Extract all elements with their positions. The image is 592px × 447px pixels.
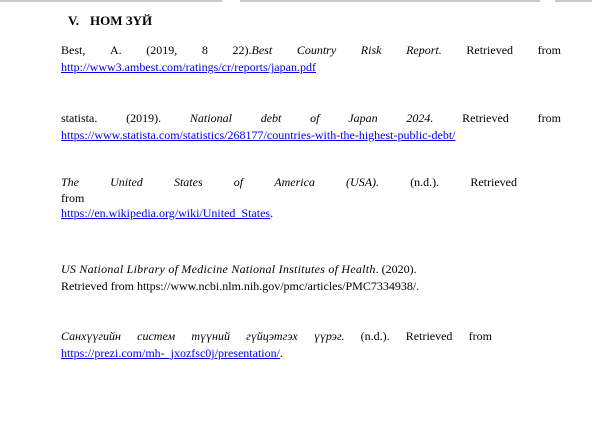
- reference-line: [61, 261, 561, 278]
- title-word: States: [173, 175, 203, 189]
- reference-link[interactable]: http://www3.ambest.com/ratings/cr/reports/japan.pdf: [61, 60, 316, 74]
- title-word: United: [110, 175, 143, 189]
- reference-line: [61, 110, 561, 127]
- top-border-segment: [555, 0, 592, 2]
- title-word: Risk: [360, 43, 382, 57]
- title-word: гүйцэтгэх: [246, 329, 298, 343]
- retrieved-text: Retrieved: [405, 329, 453, 343]
- title-word: үүрэг.: [313, 329, 345, 343]
- section-title: НОМ ЗҮЙ: [90, 13, 153, 28]
- top-border-segment: [240, 0, 540, 2]
- retrieved-text: Retrieved: [470, 175, 517, 189]
- reference-link[interactable]: https://prezi.com/mh-_jxozfsc0j/presentation/: [61, 346, 280, 360]
- from-text: from: [61, 191, 85, 205]
- reference-item: [61, 328, 561, 362]
- author: statista.: [61, 111, 98, 125]
- title-word: debt: [260, 111, 282, 125]
- date-title: 22).Best: [232, 43, 273, 57]
- author: Best,: [61, 43, 86, 57]
- author-initial: A.: [109, 43, 122, 57]
- title-word: America: [274, 175, 315, 189]
- reference-item: [61, 261, 561, 295]
- date: (2019,: [146, 43, 178, 57]
- title-word: of: [310, 111, 320, 125]
- retrieved-text: Retrieved: [462, 111, 509, 125]
- reference-link[interactable]: https://en.wikipedia.org/wiki/United_States: [61, 206, 271, 220]
- reference-line: [61, 345, 561, 362]
- top-border-segment: [0, 0, 222, 2]
- link-trailing-period: .: [279, 346, 283, 360]
- title-word: Report.: [406, 43, 442, 57]
- title-word: 2024.: [406, 111, 434, 125]
- reference-item: [61, 42, 561, 76]
- reference-line: [61, 328, 492, 345]
- reference-title: US National Library of Medicine National Institutes of Health: [61, 262, 376, 276]
- reference-line: [61, 191, 561, 205]
- reference-line: [61, 174, 517, 191]
- reference-line: [61, 59, 561, 76]
- reference-line: [61, 127, 561, 144]
- reference-line: [61, 42, 561, 59]
- from-text: from: [468, 329, 492, 343]
- reference-line: [61, 278, 561, 295]
- section-number: V.: [68, 13, 79, 28]
- reference-line: [61, 205, 561, 222]
- date: 8: [201, 43, 208, 57]
- reference-link[interactable]: https://www.statista.com/statistics/268177/countries-with-the-highest-public-debt/: [61, 128, 456, 142]
- top-border: [0, 0, 592, 3]
- reference-item: [61, 174, 561, 222]
- title-word: of: [233, 175, 244, 189]
- reference-date: . (2020).: [375, 262, 417, 276]
- date: (n.d.).: [410, 175, 440, 189]
- reference-retrieval: Retrieved from https://www.ncbi.nlm.nih.gov/pmc/articles/PMC7334938/.: [61, 279, 420, 293]
- from-text: from: [537, 43, 561, 57]
- title-word: National: [189, 111, 232, 125]
- date: (2019).: [126, 111, 162, 125]
- link-trailing-period: .: [270, 206, 274, 220]
- title-word: (USA).: [346, 175, 380, 189]
- title-word: Санхүүгийн: [61, 329, 121, 343]
- section-heading: [68, 13, 152, 29]
- title-word: Country: [296, 43, 337, 57]
- date: (n.d.).: [360, 329, 390, 343]
- title-word: түүний: [191, 329, 230, 343]
- reference-item: [61, 110, 561, 144]
- retrieved-text: Retrieved: [466, 43, 514, 57]
- title-word: The: [61, 175, 79, 189]
- from-text: from: [537, 111, 561, 125]
- title-word: Japan: [348, 111, 378, 125]
- title-word: систем: [137, 329, 176, 343]
